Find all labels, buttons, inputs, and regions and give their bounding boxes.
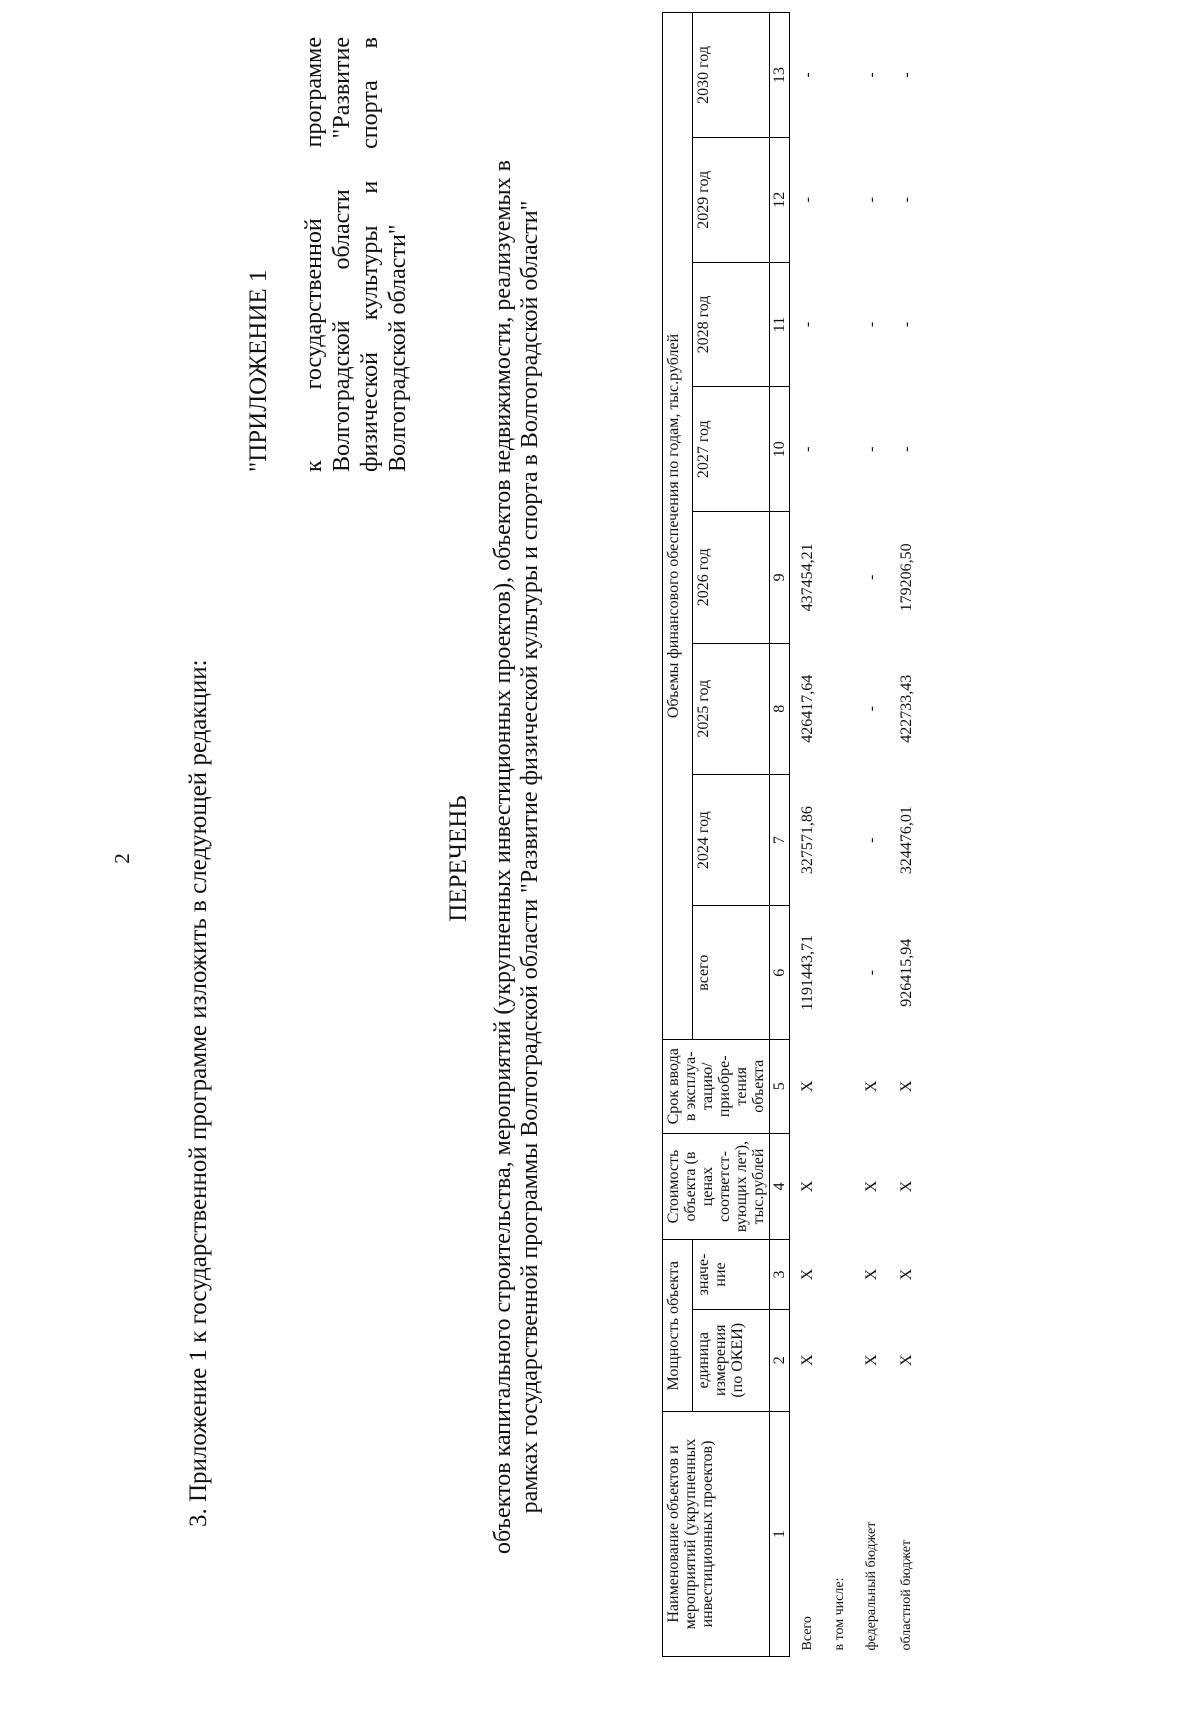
appendix-title: "ПРИЛОЖЕНИЕ 1 [245,269,272,472]
table-cell: - [863,197,880,203]
table-cell: - [863,574,880,580]
perechen-title: ПЕРЕЧЕНЬ [445,795,472,922]
table-cell: - [863,72,880,78]
table-cell: Х [799,1180,816,1193]
table-cell: - [799,72,816,78]
table-cell: - [898,72,915,78]
table-cell: Х [863,1080,880,1093]
table-cell: 437454,21 [799,543,816,612]
header-capacity: Мощность объекта [663,1240,693,1412]
appendix-description: к государственной программе Волгоградской области "Развитие физической культуры и спорта в Волгоградской области" [301,37,411,472]
column-number: 4 [770,1133,790,1240]
table-cell: - [799,446,816,452]
table-row [889,13,924,1657]
table-cell: 327571,86 [799,806,816,875]
header-year: 2028 год [693,262,770,387]
column-number: 1 [770,1411,790,1656]
table-cell: - [863,321,880,328]
table-cell: - [863,970,880,976]
table-cell: 324476,01 [898,806,915,875]
header-cost: Стоимость объекта (в ценах соответст-вующих лет), тыс.рублей [663,1133,770,1240]
column-number: 8 [770,643,790,774]
column-number: 7 [770,774,790,905]
column-number: 12 [770,137,790,262]
table-row [790,13,826,1657]
header-year: 2024 год [693,774,770,905]
table-cell: Х [799,1080,816,1093]
table-cell: 926415,94 [898,938,915,1007]
table-cell: - [898,197,915,203]
header-funding: Объемы финансового обеспечения по годам, тыс.рублей [663,13,693,1040]
table-cell: Х [863,1180,880,1193]
header-total: всего [693,906,770,1040]
perechen-description: объектов капитального строительства, мероприятий (укрупненных инвестиционных проектов), объектов недвижимости, реализуемых в рамках государственной программы Волгоградской области "Развитие физической культуры и спорта в Волгоградской области" [490,160,543,1554]
table-cell: Х [898,1180,915,1193]
table-cell: - [799,197,816,203]
empty-cell [825,13,854,1412]
column-number: 5 [770,1040,790,1134]
table-cell: Х [799,1354,816,1367]
intro-text: 3. Приложение 1 к государственной программе изложить в следующей редакции: [185,659,212,1527]
column-number: 2 [770,1309,790,1411]
table-cell: - [863,446,880,452]
table-cell: Х [898,1354,915,1367]
header-unit: единица измерения (по ОКЕИ) [693,1309,770,1411]
table-cell: 422733,43 [898,674,915,743]
table-row [854,13,889,1657]
header-year: 2027 год [693,387,770,512]
objects-table [662,12,924,1657]
table-cell: Х [898,1268,915,1281]
column-number: 13 [770,13,790,138]
header-name: Наименование объектов и мероприятий (укрупненных инвестиционных проектов) [663,1411,770,1656]
row-label: Всего [800,1616,815,1651]
page-number: 2 [110,853,134,864]
header-year: 2030 год [693,13,770,138]
column-number: 9 [770,512,790,643]
row-label: в том числе: [832,1577,847,1651]
table-cell: - [863,706,880,712]
table-cell: Х [863,1354,880,1367]
header-value: значе-ние [693,1240,770,1309]
table-cell: - [799,321,816,328]
column-number: 6 [770,906,790,1040]
table-cell: - [863,837,880,843]
column-number: 3 [770,1240,790,1309]
column-number: 10 [770,387,790,512]
table-cell: - [898,446,915,452]
table-cell: Х [799,1268,816,1281]
header-year: 2025 год [693,643,770,774]
table-cell: - [898,321,915,328]
header-year: 2026 год [693,512,770,643]
table-cell: 1191443,71 [799,934,816,1011]
table-cell: Х [898,1080,915,1093]
column-number: 11 [770,262,790,387]
table-cell: 426417,64 [799,674,816,743]
header-term: Срок ввода в эксплуа-тацию/ приобре-тения объекта [663,1040,770,1134]
table-cell: Х [863,1268,880,1281]
row-label: областной бюджет [899,1539,914,1651]
header-year: 2029 год [693,137,770,262]
table-cell: 179206,50 [898,543,915,612]
table-row [825,13,854,1657]
row-label: федеральный бюджет [864,1521,879,1651]
